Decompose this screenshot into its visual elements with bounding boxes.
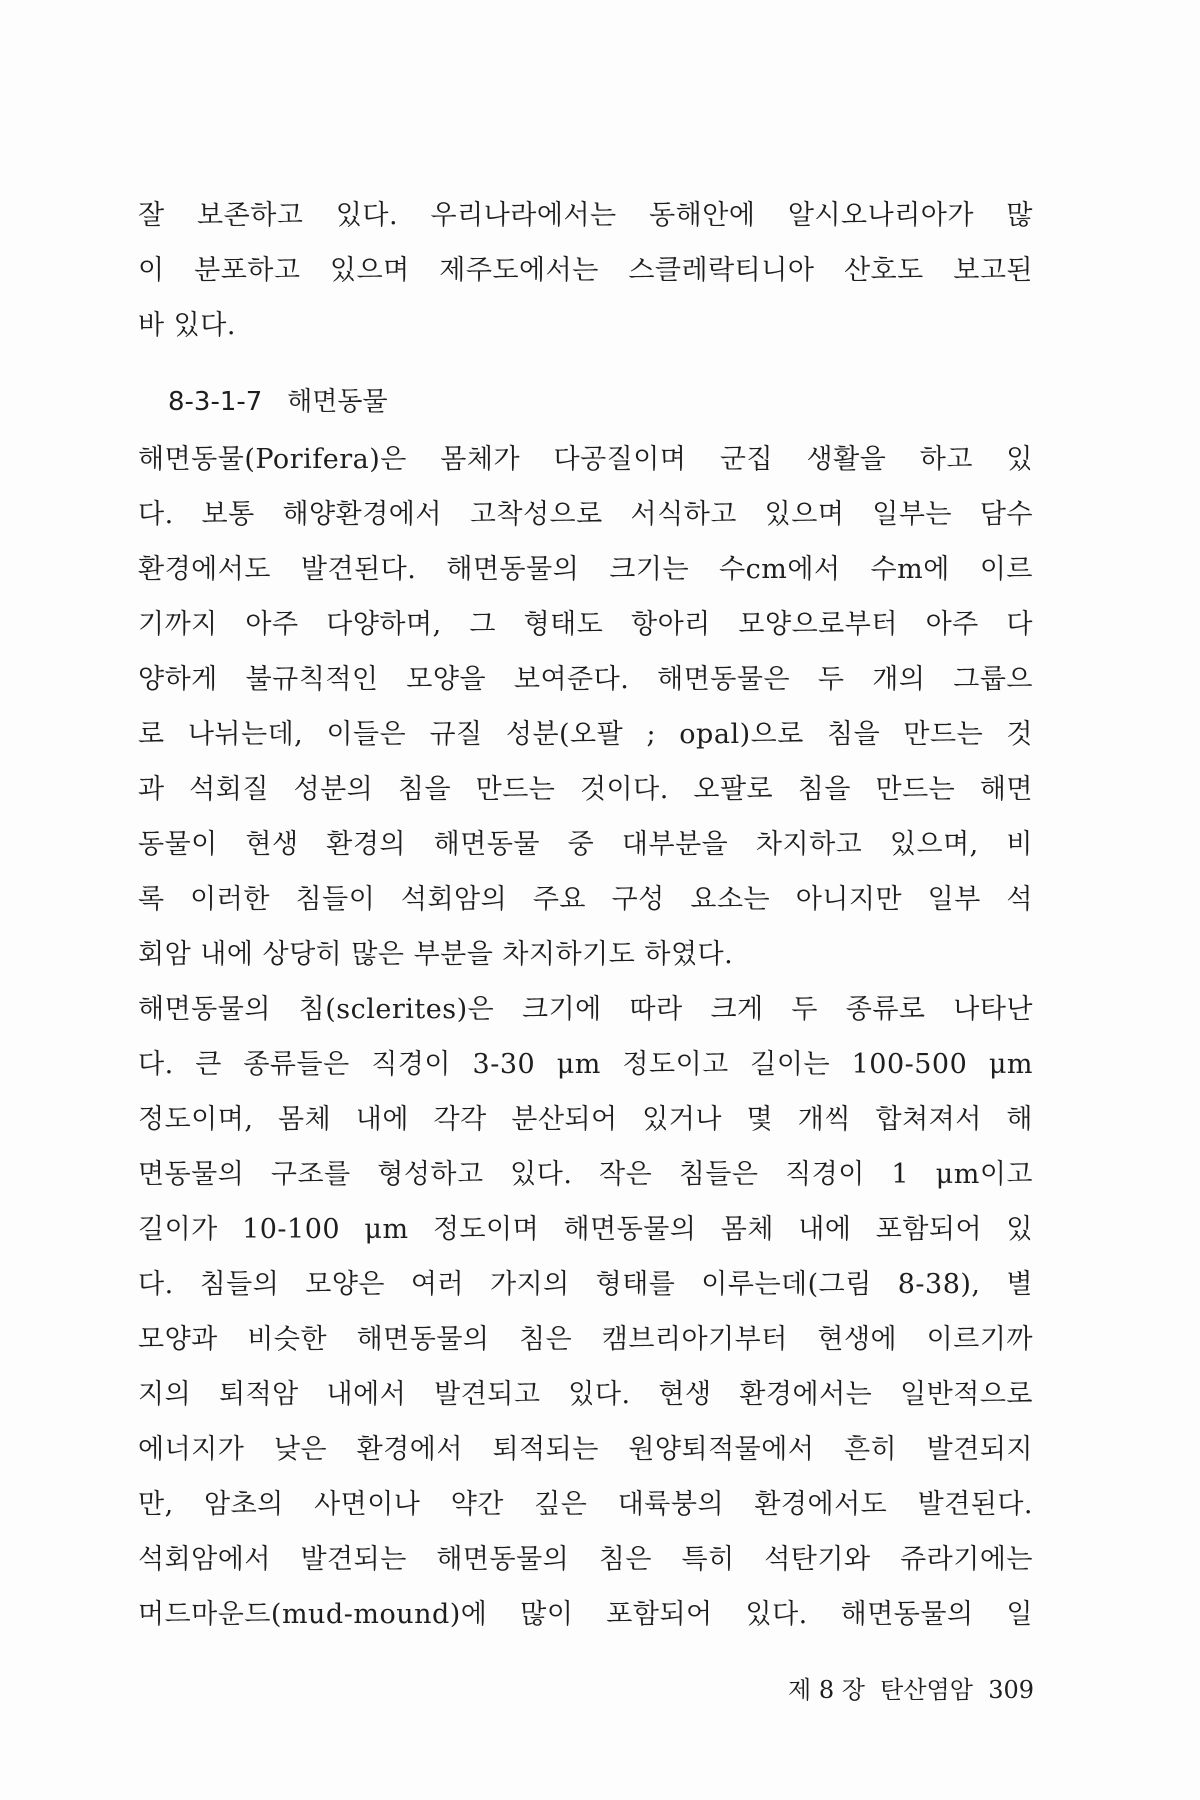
- text-line: 양하게 불규칙적인 모양을 보여준다. 해면동물은 두 개의 그룹으: [138, 664, 1033, 695]
- body-text: [138, 432, 1033, 1642]
- text-line: 바 있다.: [138, 310, 236, 341]
- text-line: 동물이 현생 환경의 해면동물 중 대부분을 차지하고 있으며, 비: [138, 829, 1033, 860]
- page-number: 309: [988, 1676, 1034, 1704]
- text-line: 로 나뉘는데, 이들은 규질 성분(오팔 ; opal)으로 침을 만드는 것: [138, 719, 1033, 750]
- chapter-title: 탄산염암: [880, 1676, 973, 1704]
- text-line: 환경에서도 발견된다. 해면동물의 크기는 수cm에서 수m에 이르: [138, 554, 1033, 585]
- text-line: 지의 퇴적암 내에서 발견되고 있다. 현생 환경에서는 일반적으로: [138, 1379, 1033, 1410]
- text-line: 에너지가 낮은 환경에서 퇴적되는 원양퇴적물에서 흔히 발견되지: [138, 1434, 1033, 1465]
- text-line: 다. 큰 종류들은 직경이 3-30 μm 정도이고 길이는 100-500 μm: [138, 1049, 1033, 1080]
- intro-paragraph: [138, 188, 1033, 353]
- text-line: 기까지 아주 다양하며, 그 형태도 항아리 모양으로부터 아주 다: [138, 609, 1033, 640]
- text-line: 면동물의 구조를 형성하고 있다. 작은 침들은 직경이 1 μm이고: [138, 1159, 1033, 1190]
- text-line: 회암 내에 상당히 많은 부분을 차지하기도 하였다.: [138, 939, 734, 970]
- text-line: 해면동물의 침(sclerites)은 크기에 따라 크게 두 종류로 나타난: [138, 994, 1033, 1025]
- section-title: 해면동물: [287, 387, 388, 417]
- text-line: 다. 보통 해양환경에서 고착성으로 서식하고 있으며 일부는 담수: [138, 499, 1033, 530]
- text-line: 머드마운드(mud-mound)에 많이 포함되어 있다. 해면동물의 일: [138, 1599, 1033, 1630]
- text-line: 다. 침들의 모양은 여러 가지의 형태를 이루는데(그림 8-38), 별: [138, 1269, 1033, 1300]
- text-line: 이 분포하고 있으며 제주도에서는 스클레락티니아 산호도 보고된: [138, 255, 1033, 286]
- text-line: 록 이러한 침들이 석회암의 주요 구성 요소는 아니지만 일부 석: [138, 884, 1033, 915]
- text-line: 길이가 10-100 μm 정도이며 해면동물의 몸체 내에 포함되어 있: [138, 1214, 1033, 1245]
- text-line: 잘 보존하고 있다. 우리나라에서는 동해안에 알시오나리아가 많: [138, 200, 1033, 231]
- text-line: 석회암에서 발견되는 해면동물의 침은 특히 석탄기와 쥬라기에는: [138, 1544, 1033, 1575]
- text-line: 과 석회질 성분의 침을 만드는 것이다. 오팔로 침을 만드는 해면: [138, 774, 1033, 805]
- text-line: 정도이며, 몸체 내에 각각 분산되어 있거나 몇 개씩 합쳐져서 해: [138, 1104, 1033, 1135]
- section-number: 8-3-1-7: [168, 387, 263, 417]
- text-line: 모양과 비슷한 해면동물의 침은 캠브리아기부터 현생에 이르기까: [138, 1324, 1033, 1355]
- page-footer: [738, 1674, 1034, 1706]
- section-heading: [168, 382, 388, 422]
- chapter-label: 제 8 장: [788, 1676, 865, 1704]
- text-line: 만, 암초의 사면이나 약간 깊은 대륙붕의 환경에서도 발견된다.: [138, 1489, 1033, 1520]
- text-line: 해면동물(Porifera)은 몸체가 다공질이며 군집 생활을 하고 있: [138, 444, 1033, 475]
